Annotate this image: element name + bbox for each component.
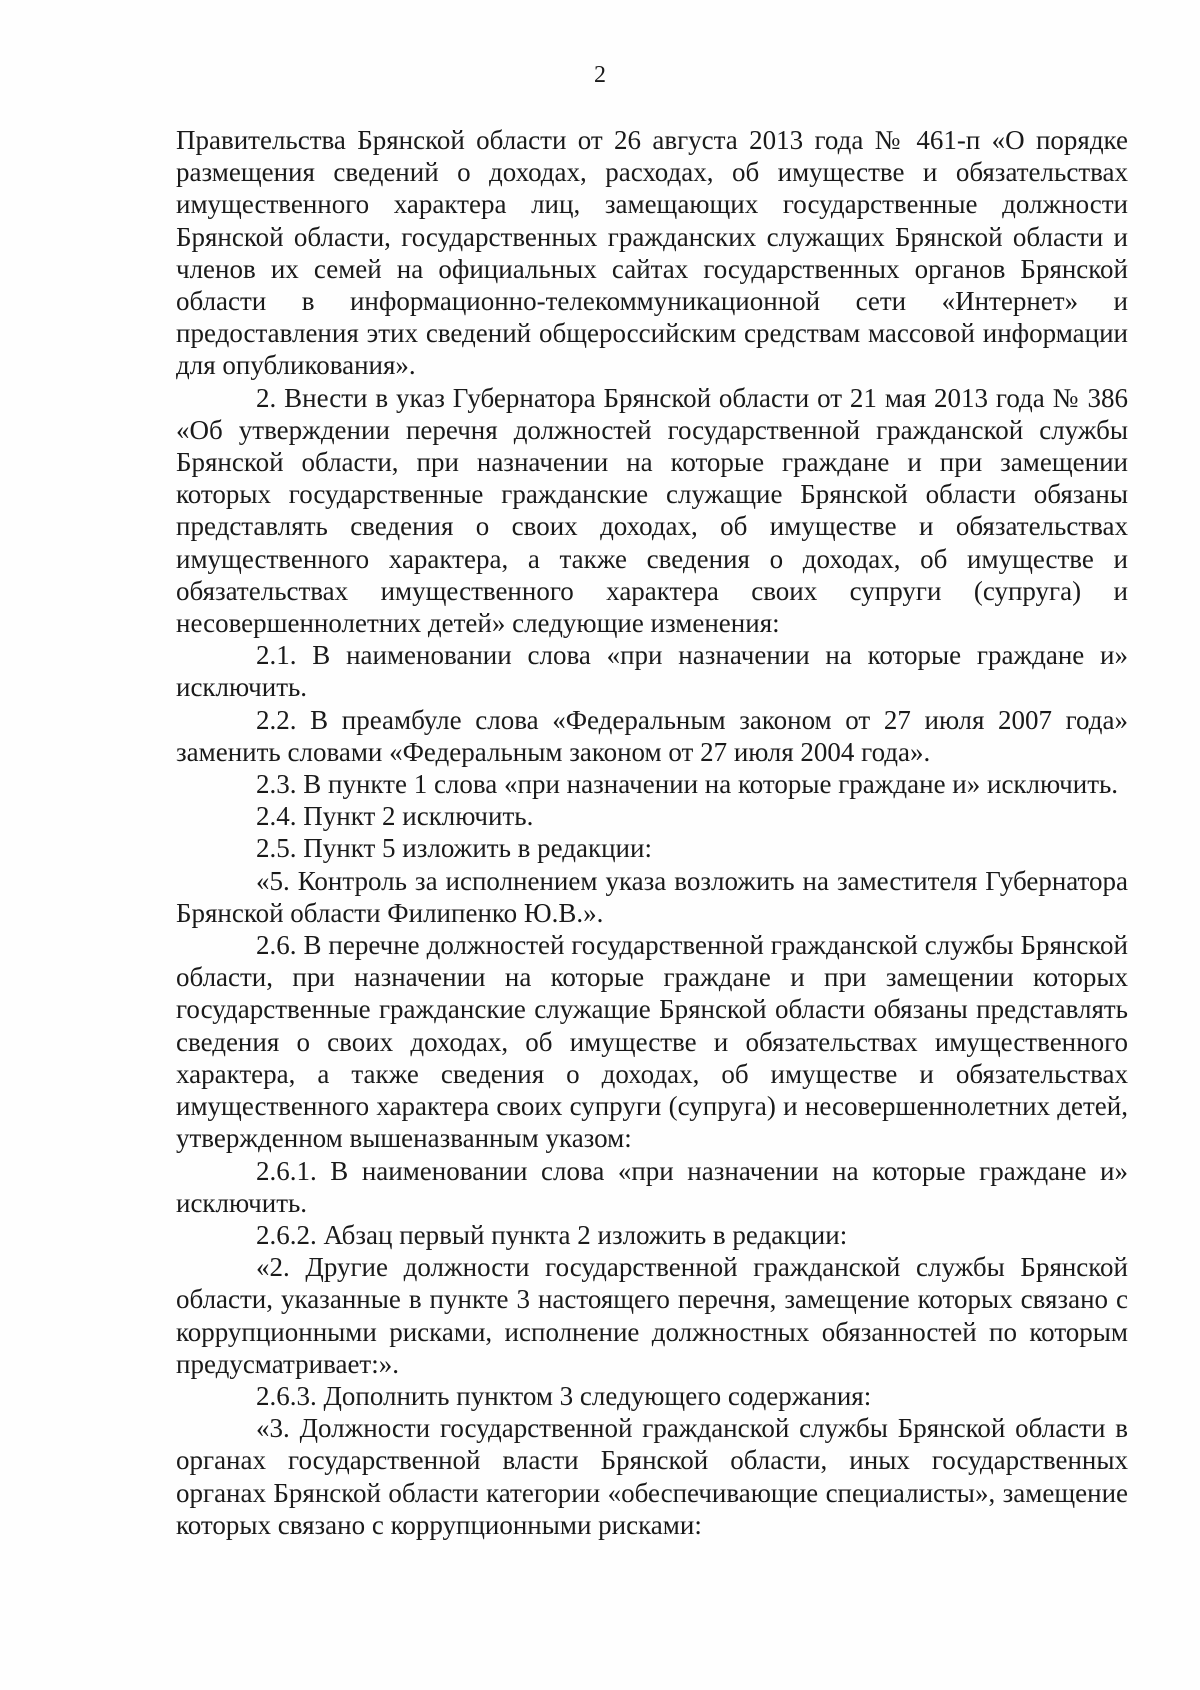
paragraph-item-2-3: 2.3. В пункте 1 слова «при назначении на которые граждане и» исключить.: [256, 769, 1119, 800]
paragraph-quote-2: «2. Другие должности государственной гражданской службы Брянской области, указанные в пункте 3 настоящего перечня, замещение которых связано с коррупционными рисками, исполнение должностных обязанностей по которым предусматривает:».: [176, 1252, 1128, 1379]
paragraph-item-2-6-3: 2.6.3. Дополнить пунктом 3 следующего содержания:: [256, 1380, 872, 1411]
paragraph-item-2-6: 2.6. В перечне должностей государственной гражданской службы Брянской области, при назначении на которые граждане и при замещении которых государственные гражданские служащие Брянской области обязаны представлять сведения о своих доходах, об имуществе и обязательствах имущественного характера, а также сведения о доходах, об имуществе и обязательствах имущественного характера своих супруги (супруга) и несовершеннолетних детей, утвержденном вышеназванным указом:: [176, 930, 1128, 1154]
paragraph-item-2-2: 2.2. В преамбуле слова «Федеральным законом от 27 июля 2007 года» заменить словами «Федеральным законом от 27 июля 2004 года».: [176, 704, 1128, 767]
paragraph-item-2-6-2: 2.6.2. Абзац первый пункта 2 изложить в редакции:: [256, 1219, 848, 1250]
paragraph-item-2: 2. Внести в указ Губернатора Брянской области от 21 мая 2013 года № 386 «Об утверждении перечня должностей государственной гражданской службы Брянской области, при назначении на которые граждане и при замещении которых государственные гражданские служащие Брянской области обязаны представлять сведения о своих доходах, об имуществе и обязательствах имущественного характера, а также сведения о доходах, об имуществе и обязательствах имущественного характера своих супруги (супруга) и несовершеннолетних детей» следующие изменения:: [176, 382, 1128, 639]
paragraph-item-2-4: 2.4. Пункт 2 исключить.: [256, 801, 534, 832]
paragraph-item-2-6-1: 2.6.1. В наименовании слова «при назначении на которые граждане и» исключить.: [176, 1155, 1128, 1218]
paragraph-item-2-1: 2.1. В наименовании слова «при назначении на которые граждане и» исключить.: [176, 640, 1128, 703]
paragraph-continuation: Правительства Брянской области от 26 августа 2013 года № 461-п «О порядке размещения сведений о доходах, расходах, об имуществе и обязательствах имущественного характера лиц, замещающих государственные должности Брянской области, государственных гражданских служащих Брянской области и членов их семей на официальных сайтах государственных органов Брянской области в информационно-телекоммуникационной сети «Интернет» и предоставления этих сведений общероссийским средствам массовой информации для опубликования».: [176, 125, 1128, 381]
paragraph-quote-5: «5. Контроль за исполнением указа возложить на заместителя Губернатора Брянской области Филипенко Ю.В.».: [176, 865, 1128, 928]
page-number: 2: [594, 62, 606, 88]
paragraph-item-2-5: 2.5. Пункт 5 изложить в редакции:: [256, 833, 652, 864]
document-body: [176, 124, 1128, 1541]
paragraph-quote-3: «3. Должности государственной гражданской службы Брянской области в органах государственной власти Брянской области, иных государственных органах Брянской области категории «обеспечивающие специалисты», замещение которых связано с коррупционными рисками:: [176, 1413, 1128, 1540]
